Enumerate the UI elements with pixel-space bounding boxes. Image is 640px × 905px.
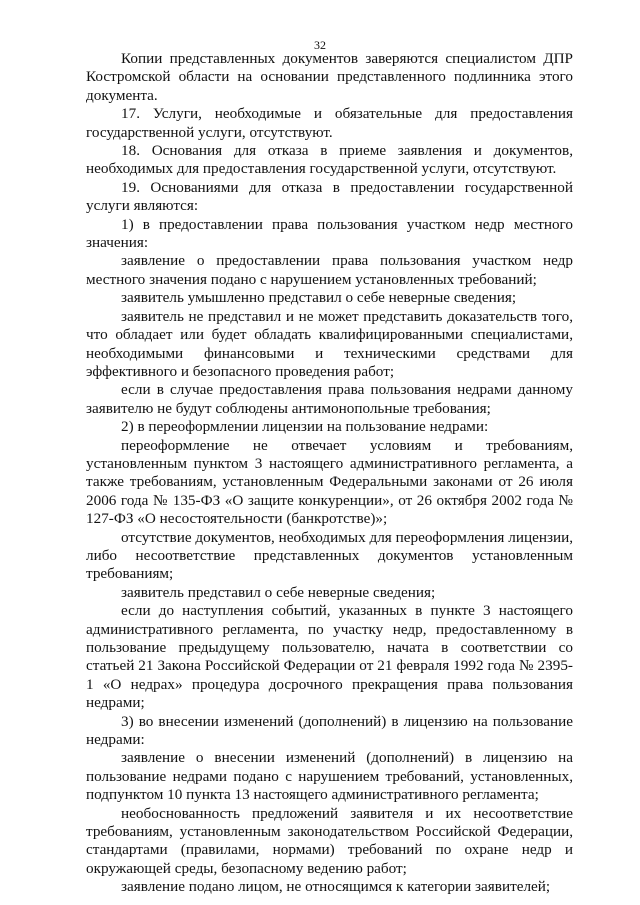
- paragraph-19-2-item-1: переоформление не отвечает условиям и требованиям, установленным пунктом 3 настоящего административного регламента, а также требованиям, установленным Федеральными законами от 26 июля 2006 года № 135-ФЗ «О защите конкуренции», от 26 октября 2002 года № 127-ФЗ «О несостоятельности (банкротстве)»;: [86, 436, 573, 528]
- paragraph-19-1-item-1: заявление о предоставлении права пользования участком недр местного значения подано с нарушением установленных требований;: [86, 252, 573, 288]
- paragraph-18: 18. Основания для отказа в приеме заявления и документов, необходимых для предоставления государственной услуги, отсутствуют.: [86, 142, 573, 178]
- paragraph-19-1-item-2: заявитель умышленно представил о себе неверные сведения;: [121, 289, 517, 307]
- paragraph-19-2-heading: 2) в переоформлении лицензии на пользование недрами:: [121, 418, 489, 436]
- paragraph-19-3-item-2: необоснованность предложений заявителя и их несоответствие требованиям, установленным законодательством Российской Федерации, стандартами (правилами, нормами) требований по охране недр и окружающей среды, безопасному ведению работ;: [86, 804, 573, 877]
- paragraph-19-3-heading: 3) во внесении изменений (дополнений) в лицензию на пользование недрами:: [86, 712, 573, 749]
- paragraph-19-2-item-2: отсутствие документов, необходимых для переоформления лицензии, либо несоответствие представленных документов установленным требованиям;: [86, 528, 573, 583]
- page-number: 32: [314, 38, 326, 52]
- paragraph-19-1-item-3: заявитель не представил и не может представить доказательств того, что обладает или будет обладать квалифицированными специалистами, необходимыми финансовыми и техническими средствами для эффективного и безопасного проведения работ;: [86, 307, 573, 380]
- paragraph-19-2-item-3: заявитель представил о себе неверные сведения;: [121, 583, 436, 601]
- paragraph-19-3-item-1: заявление о внесении изменений (дополнений) в лицензию на пользование недрами подано с нарушением требований, установленных, подпунктом 10 пункта 13 настоящего административного регламента;: [86, 749, 573, 804]
- paragraph-19: 19. Основаниями для отказа в предоставлении государственной услуги являются:: [86, 178, 573, 215]
- paragraph-copies-certification: Копии представленных документов заверяются специалистом ДПР Костромской области на основании представленного подлинника этого документа.: [86, 50, 573, 104]
- paragraph-19-2-item-4: если до наступления событий, указанных в пункте 3 настоящего административного регламента, по участку недр, предоставленному в пользование предыдущему пользователю, начата в соответствии со статьей 21 Закона Российской Федерации от 21 февраля 1992 года № 2395-1 «О недрах» процедура досрочного прекращения права пользования недрами;: [86, 602, 573, 712]
- paragraph-19-3-item-3: заявление подано лицом, не относящимся к категории заявителей;: [121, 878, 551, 896]
- paragraph-19-1-heading: 1) в предоставлении права пользования участком недр местного значения:: [86, 215, 573, 252]
- document-body: [86, 50, 573, 897]
- paragraph-19-1-item-4: если в случае предоставления права пользования недрами данному заявителю не будут соблюдены антимонопольные требования;: [86, 381, 573, 417]
- paragraph-17: 17. Услуги, необходимые и обязательные для предоставления государственной услуги, отсутствуют.: [86, 105, 573, 141]
